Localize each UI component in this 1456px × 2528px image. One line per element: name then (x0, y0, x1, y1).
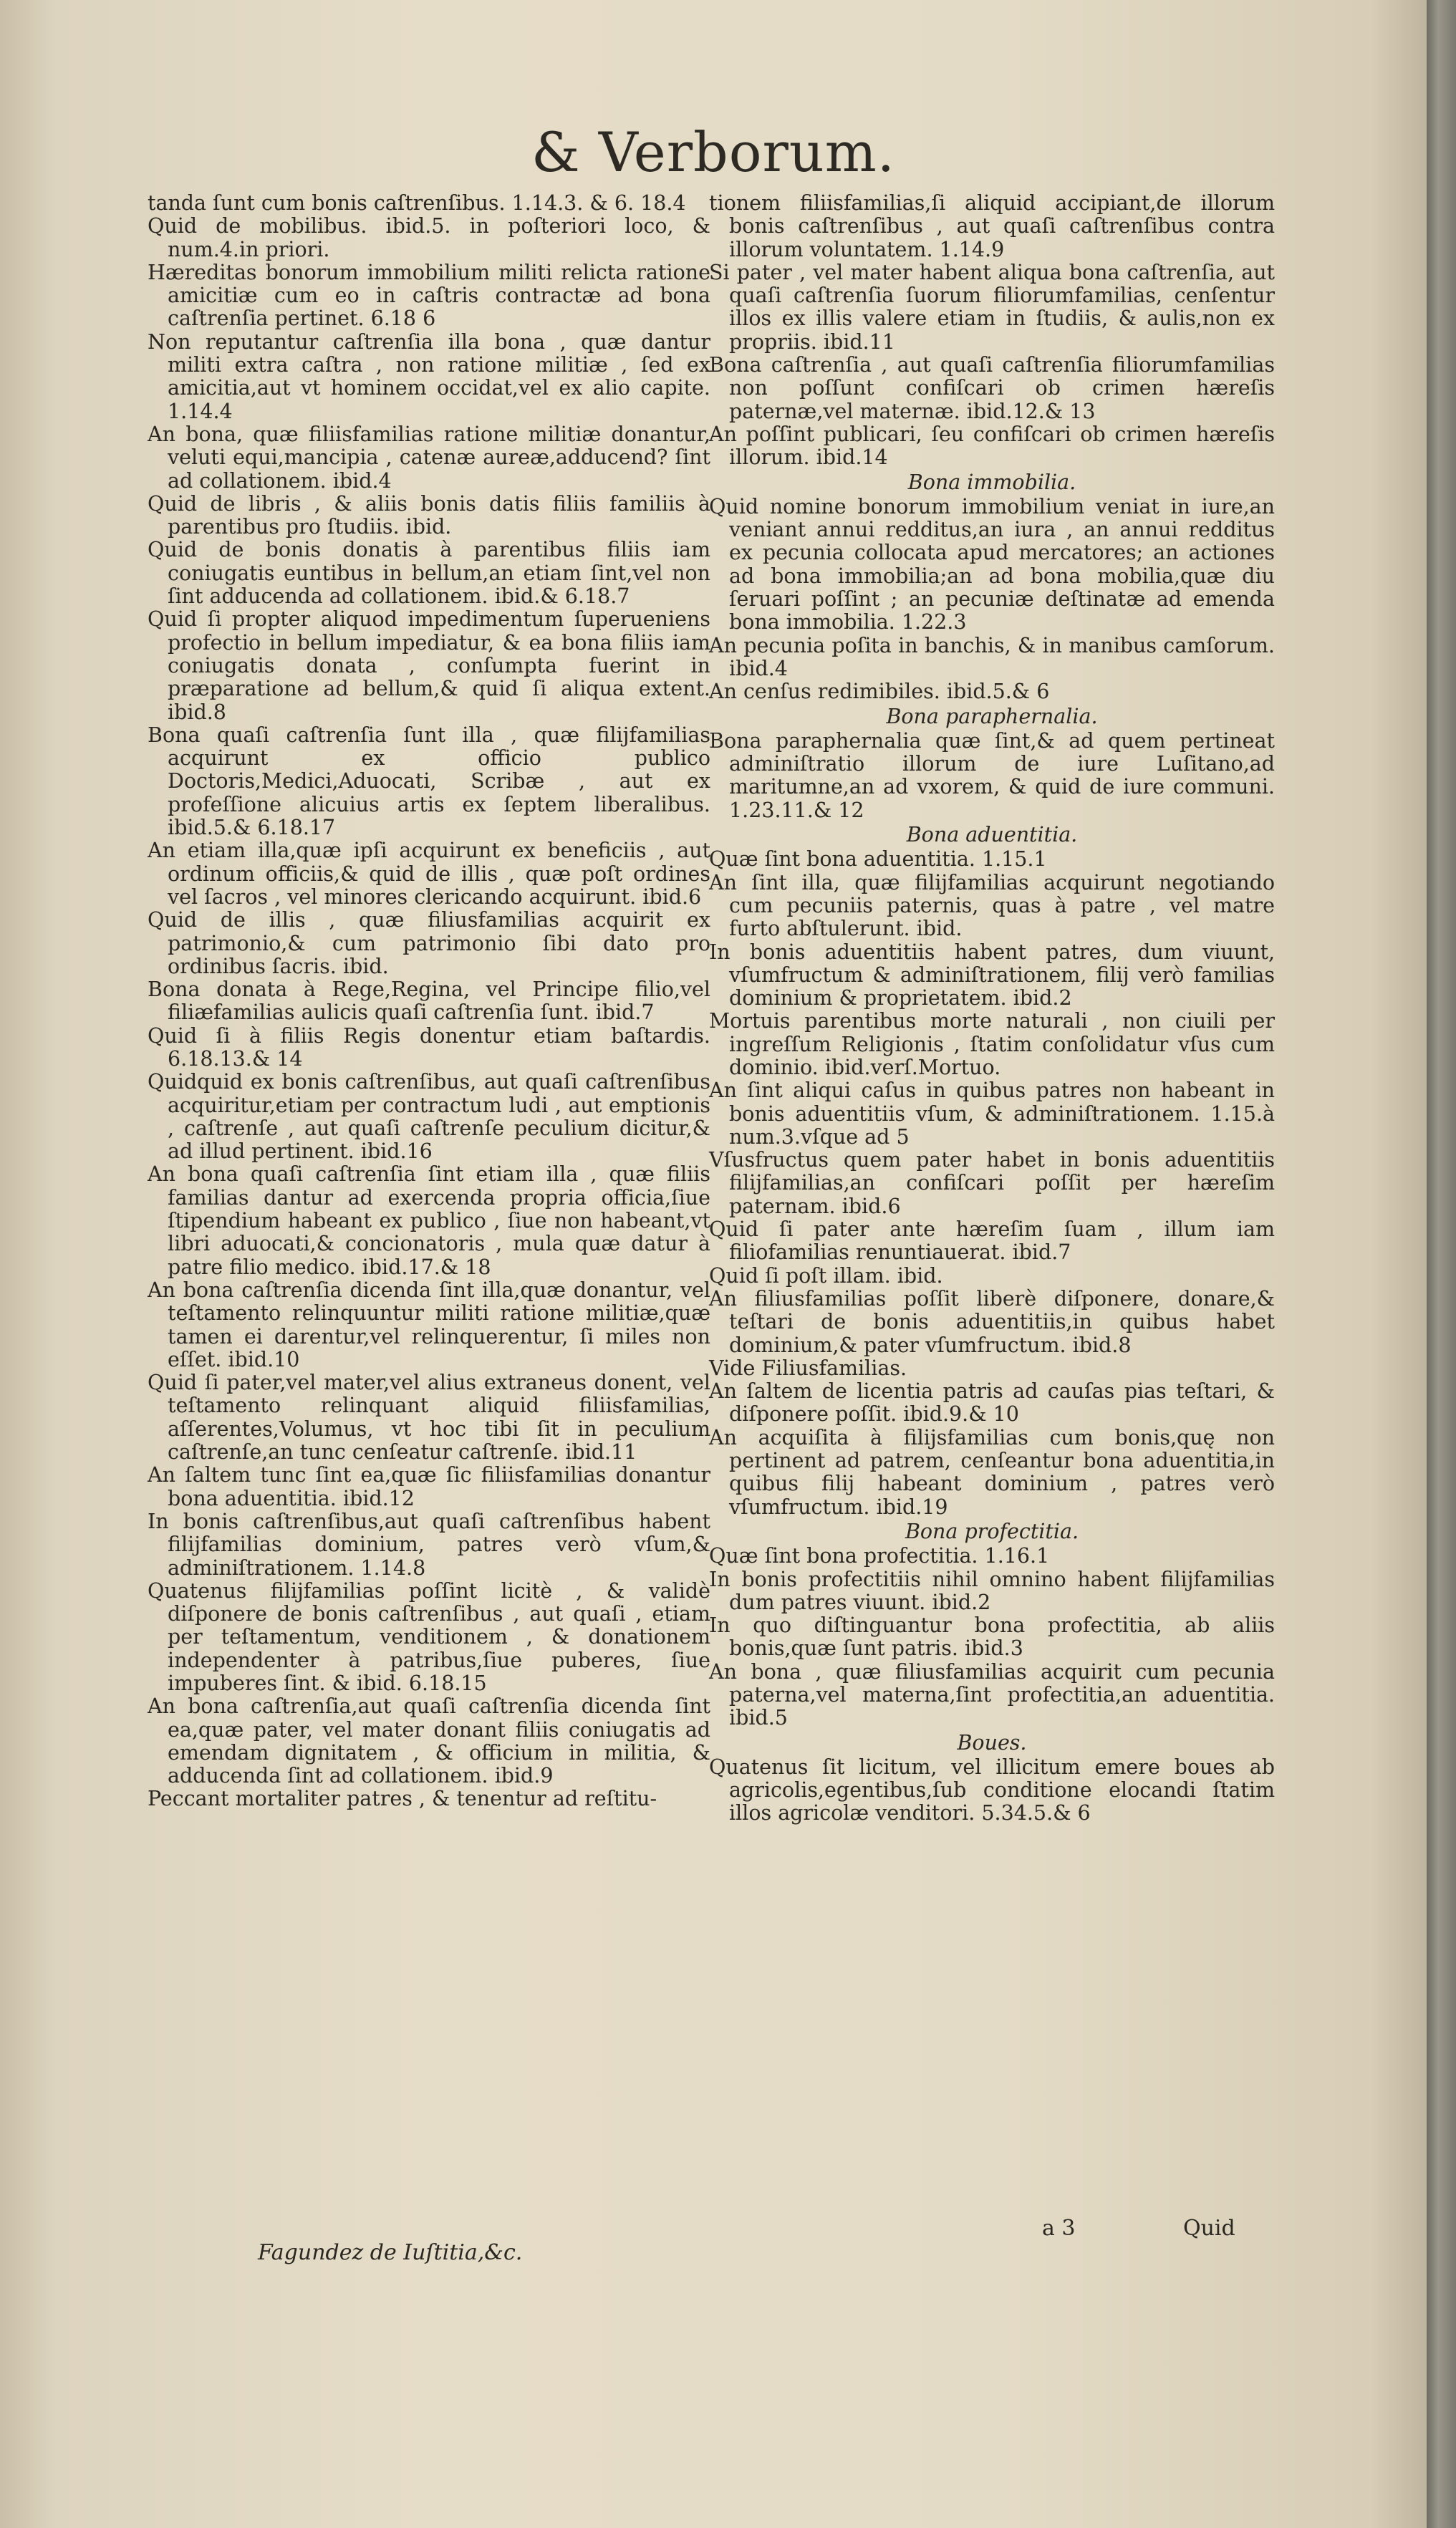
page-edge (1427, 0, 1456, 2528)
index-entry: Vſusfructus quem pater habet in bonis aduentitiis filijfamilias,an confiſcari poſſit per hæreſim paternam. ibid.6 (709, 1148, 1275, 1218)
index-entry: In quo diſtinguantur bona profectitia, ab aliis bonis,quæ ſunt patris. ibid.3 (709, 1613, 1275, 1661)
index-entry: Quid ſi pater ante hæreſim ſuam , illum iam filiofamilias renuntiauerat. ibid.7 (709, 1217, 1275, 1265)
index-entry: Quæ ſint bona aduentitia. 1.15.1 (709, 847, 1047, 872)
index-entry: Bona paraphernalia quæ ſint,& ad quem pertineat adminiſtratio illorum de iure Luſitano,ad maritumne,an ad vxorem, & quid de iure communi. 1.23.11.& 12 (709, 728, 1275, 822)
left-column (148, 192, 710, 1811)
index-entry: An ſint illa, quæ filijfamilias acquirunt negotiando cum pecuniis paternis, quas à patre , vel matre furto abſtulerunt. ibid. (709, 870, 1275, 941)
index-entry: Quid ſi propter aliquod impedimentum ſuperueniens profectio in bellum impediatur, & ea bona filiis iam coniugatis donata , conſumpta fuerint in præparatione ad bellum,& quid ſi aliqua extent. ibid.8 (148, 607, 710, 724)
index-entry: An acquiſita à filijsfamilias cum bonis,quę non pertinent ad patrem, cenſeantur bona aduentitia,in quibus filij habeant dominium , patres verò vſumfructum. ibid.19 (709, 1425, 1275, 1519)
index-entry: Vide Filiusfamilias. (709, 1356, 907, 1380)
index-entry: Quid de illis , quæ filiusfamilias acquirit ex patrimonio,& cum patrimonio ſibi dato pro ordinibus ſacris. ibid. (148, 908, 710, 978)
section-heading: Bona aduentitia. (906, 823, 1078, 847)
index-entry: tionem filiisfamilias,ſi aliquid accipiant,de illorum bonis caſtrenſibus , aut quaſi caſtrenſibus contra illorum voluntatem. 1.14.9 (709, 191, 1275, 261)
index-entry: Hæreditas bonorum immobilium militi relicta ratione amicitiæ cum eo in caſtris contractæ ad bona caſtrenſia pertinet. 6.18 6 (148, 260, 710, 331)
index-entry: Quatenus filijfamilias poſſint licitè , & validè diſponere de bonis caſtrenſibus , aut quaſi , etiam per teſtamentum, venditionem , & donationem independenter à patribus,ſiue puberes, ſiue impuberes ſint. & ibid. 6.18.15 (148, 1578, 710, 1695)
page-header: & Verborum. (531, 120, 895, 184)
section-heading: Boues. (957, 1730, 1027, 1755)
index-entry: Quid nomine bonorum immobilium veniat in iure,an veniant annui redditus,an iura , an annui redditus ex pecunia collocata apud mercatores; an actiones ad bona immobilia;an ad bona mobilia,quæ diu ſeruari poſſint ; an pecuniæ deſtinatæ ad emenda bona immobilia. 1.22.3 (709, 494, 1275, 635)
index-entry: Quæ ſint bona profectitia. 1.16.1 (709, 1544, 1050, 1568)
index-entry: In bonis profectitiis nihil omnino habent filijfamilias dum patres viuunt. ibid.2 (709, 1567, 1275, 1614)
index-entry: An ſint aliqui caſus in quibus patres non habeant in bonis aduentitiis vſum, & adminiſtrationem. 1.15.à num.3.vſque ad 5 (709, 1079, 1275, 1149)
index-entry: An poſſint publicari, ſeu confiſcari ob crimen hæreſis illorum. ibid.14 (709, 422, 1275, 470)
section-heading: Bona immobilia. (907, 470, 1076, 494)
index-entry: An etiam illa,quæ ipſi acquirunt ex beneficiis , aut ordinum officiis,& quid de illis , quæ poſt ordines vel ſacros , vel minores clericando acquirunt. ibid.6 (148, 839, 710, 909)
index-entry: In bonis aduentitiis habent patres, dum viuunt, vſumfructum & adminiſtrationem, filij verò familias dominium & proprietatem. ibid.2 (709, 940, 1275, 1010)
index-entry: An bona , quæ filiusfamilias acquirit cum pecunia paterna,vel materna,ſint profectitia,an aduentitia. ibid.5 (709, 1659, 1275, 1730)
signature-mark: a 3 (1042, 2216, 1076, 2241)
index-entry: Peccant mortaliter patres , & tenentur ad reſtitu- (148, 1787, 657, 1811)
index-entry: Bona donata à Rege,Regina, vel Principe filio,vel filiæfamilias aulicis quaſi caſtrenſia ſunt. ibid.7 (148, 978, 710, 1025)
index-entry: In bonis caſtrenſibus,aut quaſi caſtrenſibus habent filijfamilias dominium, patres verò vſum,& adminiſtrationem. 1.14.8 (148, 1509, 710, 1580)
index-entry: Bona quaſi caſtrenſia ſunt illa , quæ filijfamilias acquirunt ex officio publico Doctoris,Medici,Aduocati, Scribæ , aut ex profeſſione alicuius artis ex ſeptem liberalibus. ibid.5.& 6.18.17 (148, 723, 710, 840)
index-entry: An bona quaſi caſtrenſia ſint etiam illa , quæ filiis familias dantur ad exercenda propria officia,ſiue ſtipendium habeant ex publico , ſiue non habeant,vt libri aduocati,& concionatoris , mula quæ datur à patre filio medico. ibid.17.& 18 (148, 1162, 710, 1279)
index-entry: An cenſus redimibiles. ibid.5.& 6 (709, 680, 1050, 704)
index-entry: An bona caſtrenſia dicenda ſint illa,quæ donantur, vel teſtamento relinquuntur militi ratione militiæ,quæ tamen ei darentur,vel relinquerentur, ſi miles non eſſet. ibid.10 (148, 1278, 710, 1371)
index-entry: An ſaltem tunc ſint ea,quæ ſic filiisfamilias donantur bona aduentitia. ibid.12 (148, 1463, 710, 1510)
footer-author: Fagundez de Iuſtitia,&c. (258, 2240, 523, 2265)
right-column (709, 192, 1275, 1825)
index-entry: Quid de mobilibus. ibid.5. in poſteriori loco, & num.4.in priori. (148, 214, 710, 261)
index-entry: Quid de bonis donatis à parentibus filiis iam coniugatis euntibus in bellum,an etiam ſint,vel non ſint adducenda ad collationem. ibid.& 6.18.7 (148, 538, 710, 609)
section-heading: Bona paraphernalia. (886, 704, 1098, 728)
index-entry: Quatenus ſit licitum, vel illicitum emere boues ab agricolis,egentibus,ſub conditione elocandi ſtatim illos agricolæ venditori. 5.34.5.& 6 (709, 1755, 1275, 1825)
index-entry: Quidquid ex bonis caſtrenſibus, aut quaſi caſtrenſibus acquiritur,etiam per contractum ludi , aut emptionis , caſtrenſe , aut quaſi caſtrenſe peculium dicitur,& ad illud pertinent. ibid.16 (148, 1070, 710, 1164)
index-entry: Quid ſi pater,vel mater,vel alius extraneus donent, vel teſtamento relinquant aliquid filiisfamilias, aſſerentes,Volumus, vt hoc tibi ſit in peculium caſtrenſe,an tunc cenſeatur caſtrenſe. ibid.11 (148, 1371, 710, 1465)
index-entry: An pecunia poſita in banchis, & in manibus camſorum. ibid.4 (709, 633, 1275, 680)
index-entry: Bona caſtrenſia , aut quaſi caſtrenſia filiorumfamilias non poſſunt confiſcari ob crimen hæreſis paternæ,vel maternæ. ibid.12.& 13 (709, 353, 1275, 423)
index-entry: Mortuis parentibus morte naturali , non ciuili per ingreſſum Religionis , ſtatim conſolidatur vſus cum dominio. ibid.verſ.Mortuo. (709, 1009, 1275, 1079)
index-entry: Si pater , vel mater habent aliqua bona caſtrenſia, aut quaſi caſtrenſia ſuorum filiorumfamilias, cenſentur illos ex illis valere etiam in ſtudiis, & aulis,non ex propriis. ibid.11 (709, 260, 1275, 354)
index-entry: Non reputantur caſtrenſia illa bona , quæ dantur militi extra caſtra , non ratione militiæ , ſed ex amicitia,aut vt hominem occidat,vel ex alio capite. 1.14.4 (148, 329, 710, 423)
section-heading: Bona profectitia. (905, 1519, 1079, 1543)
index-entry: Quid de libris , & aliis bonis datis filiis familiis à parentibus pro ſtudiis. ibid. (148, 491, 710, 539)
catchword: Quid (1183, 2216, 1235, 2241)
index-entry: An bona, quæ filiisfamilias ratione militiæ donantur, veluti equi,mancipia , catenæ aureæ,adducend? ſint ad collationem. ibid.4 (148, 422, 710, 493)
index-entry: Quid ſi à filiis Regis donentur etiam baſtardis. 6.18.13.& 14 (148, 1023, 710, 1071)
index-entry: An ſaltem de licentia patris ad cauſas pias teſtari, & diſponere poſſit. ibid.9.& 10 (709, 1379, 1275, 1427)
index-entry: Quid ſi poſt illam. ibid. (709, 1263, 943, 1288)
index-entry: An filiusfamilias poſſit liberè diſponere, donare,& teſtari de bonis aduentitiis,in quibus habet dominium,& pater vſumfructum. ibid.8 (709, 1286, 1275, 1357)
index-entry: tanda ſunt cum bonis caſtrenſibus. 1.14.3. & 6. 18.4 (148, 191, 686, 215)
index-entry: An bona caſtrenſia,aut quaſi caſtrenſia dicenda ſint ea,quæ pater, vel mater donant filiis coniugatis ad emendam dignitatem , & officium in militia, & adducenda ſint ad collationem. ibid.9 (148, 1694, 710, 1788)
